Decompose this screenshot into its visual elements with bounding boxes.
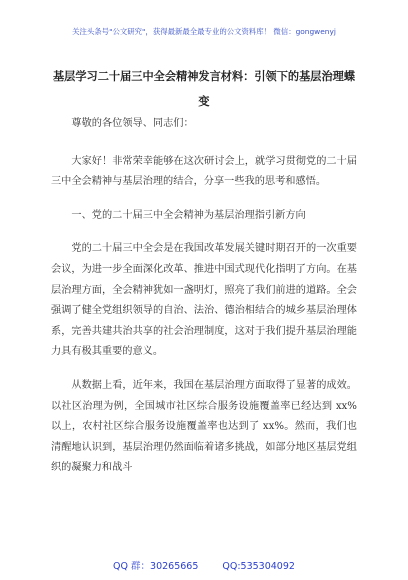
footer-qq-group: QQ 群：30265665	[113, 561, 199, 572]
paragraph-body: 从数据上看，近年来，我国在基层治理方面取得了显著的成效。以社区治理为例，全国城市社区综合服务设施覆盖率已经达到 xx%以上，农村社区综合服务设施覆盖率也达到了 xx%。然而，我们也清醒地认识到，基层治理仍然面临着诸多挑战，如部分地区基层党组织的凝聚力和战斗	[51, 379, 357, 474]
section-heading: 一、党的二十届三中全会精神为基层治理指引新方向	[71, 209, 306, 221]
document-body	[51, 114, 357, 479]
header-banner: 关注头条号"公文研究"，获得最新最全最专业的公文资料库！ 微信：gongwenyj	[72, 27, 336, 36]
footer-qq-number: QQ:535304092	[222, 561, 295, 572]
paragraph-body: 党的二十届三中全会是在我国改革发展关键时期召开的一次重要会议，为进一步全面深化改革、推进中国式现代化指明了方向。在基层治理方面，全会精神犹如一盏明灯，照亮了我们前进的道路。全会强调了健全党组织领导的自治、法治、德治相结合的城乡基层治理体系，完善共建共治共享的社会治理制度，这对于我们提升基层治理能力具有极其重要的意义。	[51, 243, 357, 358]
paragraph-salutation: 尊敬的各位领导、同志们：	[71, 118, 194, 129]
document-title: 基层学习二十届三中全会精神发言材料：引领下的基层治理蝶变	[52, 70, 356, 108]
footer-contact	[0, 558, 408, 572]
paragraph-intro: 大家好！非常荣幸能够在这次研讨会上，就学习贯彻党的二十届三中全会精神与基层治理的结合，分享一些我的思考和感悟。	[51, 155, 357, 188]
